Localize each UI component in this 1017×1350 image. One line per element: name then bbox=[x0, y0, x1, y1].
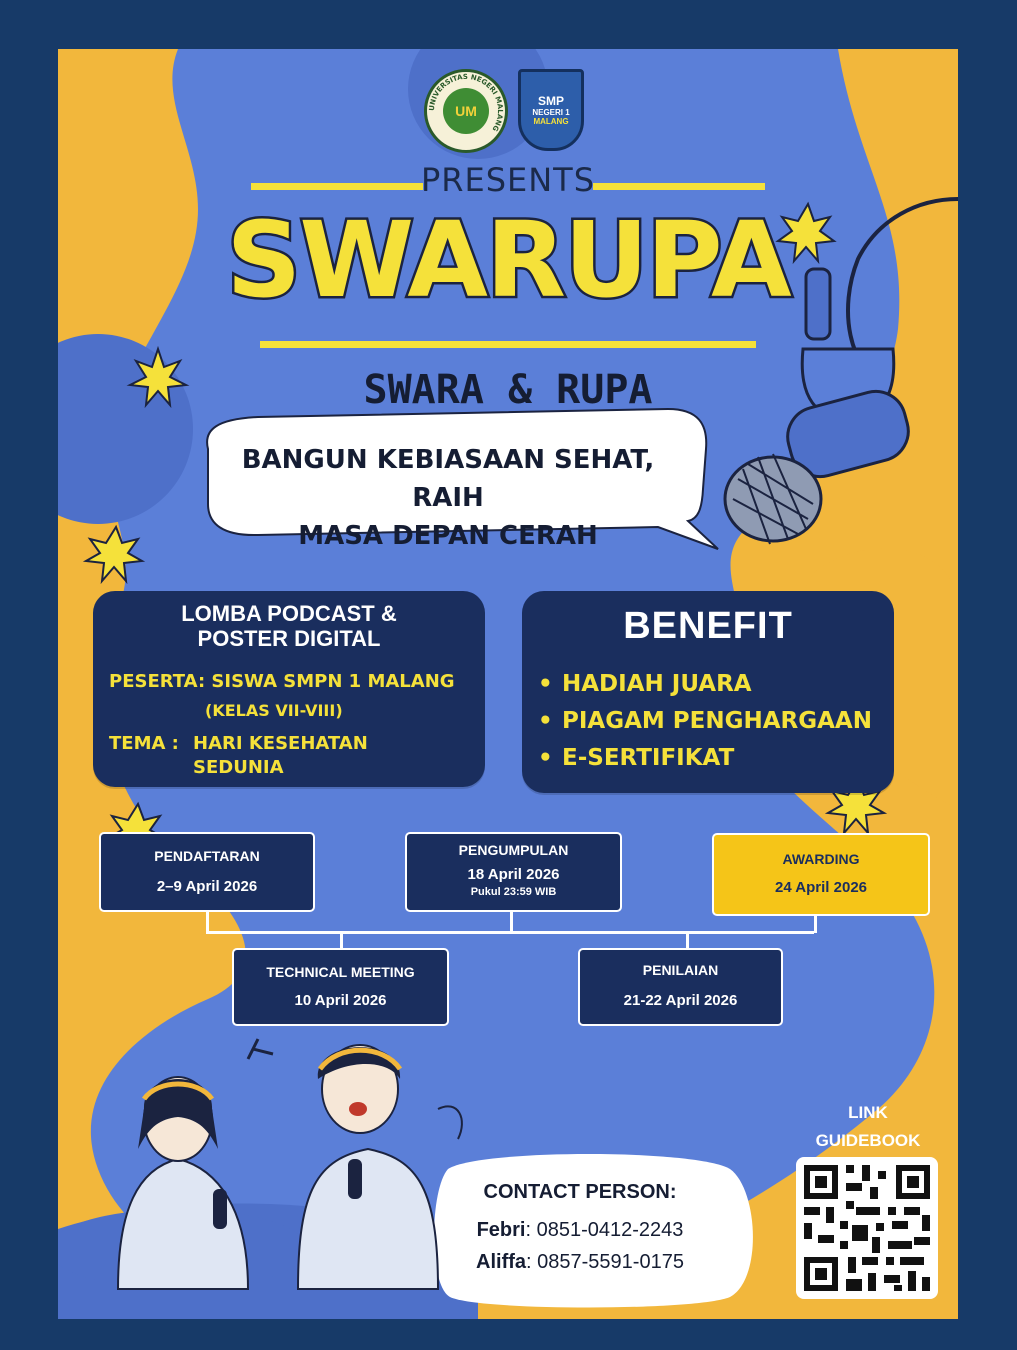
bullet-icon: • bbox=[538, 671, 553, 697]
um-logo-ring-text bbox=[424, 69, 508, 153]
competition-title bbox=[93, 601, 485, 651]
tagline-line-1: BANGUN KEBIASAAN SEHAT, RAIH bbox=[241, 445, 655, 513]
timeline-label: PENILAIAN bbox=[642, 962, 719, 978]
timeline-label: PENGUMPULAN bbox=[458, 842, 569, 858]
competition-panel bbox=[93, 591, 485, 787]
tagline-line-2: MASA DEPAN CERAH bbox=[298, 521, 598, 551]
theme-line-1: HARI KESEHATAN bbox=[193, 733, 368, 754]
guidebook-label-line-2: GUIDEBOOK bbox=[815, 1131, 921, 1150]
contact-phone[interactable]: : 0851-0412-2243 bbox=[525, 1219, 684, 1241]
competition-title-line-2: POSTER DIGITAL bbox=[197, 626, 381, 651]
smp-logo-top: SMP bbox=[537, 94, 564, 108]
qr-code-graphic bbox=[796, 1157, 938, 1299]
smp-logo-middle: NEGERI 1 bbox=[532, 108, 570, 117]
benefit-item bbox=[538, 745, 734, 771]
contact-line bbox=[450, 1251, 710, 1274]
timeline-label: TECHNICAL MEETING bbox=[266, 964, 415, 980]
smp-logo-bottom: MALANG bbox=[533, 117, 569, 126]
benefit-title: BENEFIT bbox=[623, 605, 793, 647]
event-subtitle: SWARA & RUPA bbox=[363, 367, 653, 413]
um-logo-mark: UM bbox=[443, 88, 489, 134]
timeline-date: 21-22 April 2026 bbox=[623, 992, 738, 1009]
timeline-connector bbox=[814, 914, 817, 933]
benefit-panel bbox=[522, 591, 894, 793]
contact-name: Aliffa bbox=[476, 1251, 527, 1273]
event-poster bbox=[58, 49, 958, 1319]
timeline-awarding bbox=[712, 833, 930, 916]
timeline-connector bbox=[510, 911, 513, 933]
participants-line-2: (KELAS VII-VIII) bbox=[205, 701, 343, 720]
bullet-icon: • bbox=[538, 708, 553, 734]
contact-title: CONTACT PERSON: bbox=[483, 1181, 677, 1203]
timeline-label: AWARDING bbox=[782, 851, 860, 867]
qr-code-icon[interactable] bbox=[796, 1157, 938, 1299]
timeline-date: 2–9 April 2026 bbox=[156, 878, 258, 895]
theme-label: TEMA : bbox=[109, 733, 179, 754]
svg-text:UNIVERSITAS NEGERI MALANG: UNIVERSITAS NEGERI MALANG bbox=[427, 72, 505, 133]
timeline-pendaftaran bbox=[99, 832, 315, 912]
benefit-item-label: E-SERTIFIKAT bbox=[562, 745, 735, 771]
timeline-penilaian bbox=[578, 948, 783, 1026]
presents-label: PRESENTS bbox=[420, 161, 596, 199]
timeline-connector bbox=[206, 911, 209, 933]
smp-logo bbox=[518, 69, 584, 151]
timeline-time: Pukul 23:59 WIB bbox=[470, 886, 557, 898]
contact-phone[interactable]: : 0857-5591-0175 bbox=[526, 1251, 684, 1273]
contact-name: Febri bbox=[476, 1219, 526, 1241]
timeline-pengumpulan bbox=[405, 832, 622, 912]
benefit-item-label: HADIAH JUARA bbox=[562, 671, 752, 697]
timeline-date: 18 April 2026 bbox=[467, 866, 560, 883]
timeline-date: 10 April 2026 bbox=[294, 992, 387, 1009]
bullet-icon: • bbox=[538, 745, 553, 771]
guidebook-label-line-1: LINK bbox=[848, 1103, 888, 1122]
benefit-item-label: PIAGAM PENGHARGAAN bbox=[562, 708, 872, 734]
timeline-label: PENDAFTARAN bbox=[154, 848, 260, 864]
theme-line-2: SEDUNIA bbox=[193, 757, 284, 778]
event-title: SWARUPA bbox=[226, 199, 790, 321]
guidebook-label bbox=[788, 1099, 948, 1155]
contact-line bbox=[450, 1219, 710, 1242]
timeline-date: 24 April 2026 bbox=[775, 879, 867, 896]
benefit-item bbox=[538, 671, 752, 697]
timeline-connector bbox=[686, 931, 689, 949]
tagline bbox=[208, 441, 688, 555]
timeline-technical-meeting bbox=[232, 948, 449, 1026]
participants-line-1: PESERTA: SISWA SMPN 1 MALANG bbox=[109, 671, 455, 692]
competition-title-line-1: LOMBA PODCAST & bbox=[181, 601, 397, 626]
title-bar-bottom bbox=[260, 341, 756, 348]
benefit-item bbox=[538, 708, 872, 734]
timeline-connector bbox=[340, 931, 343, 949]
